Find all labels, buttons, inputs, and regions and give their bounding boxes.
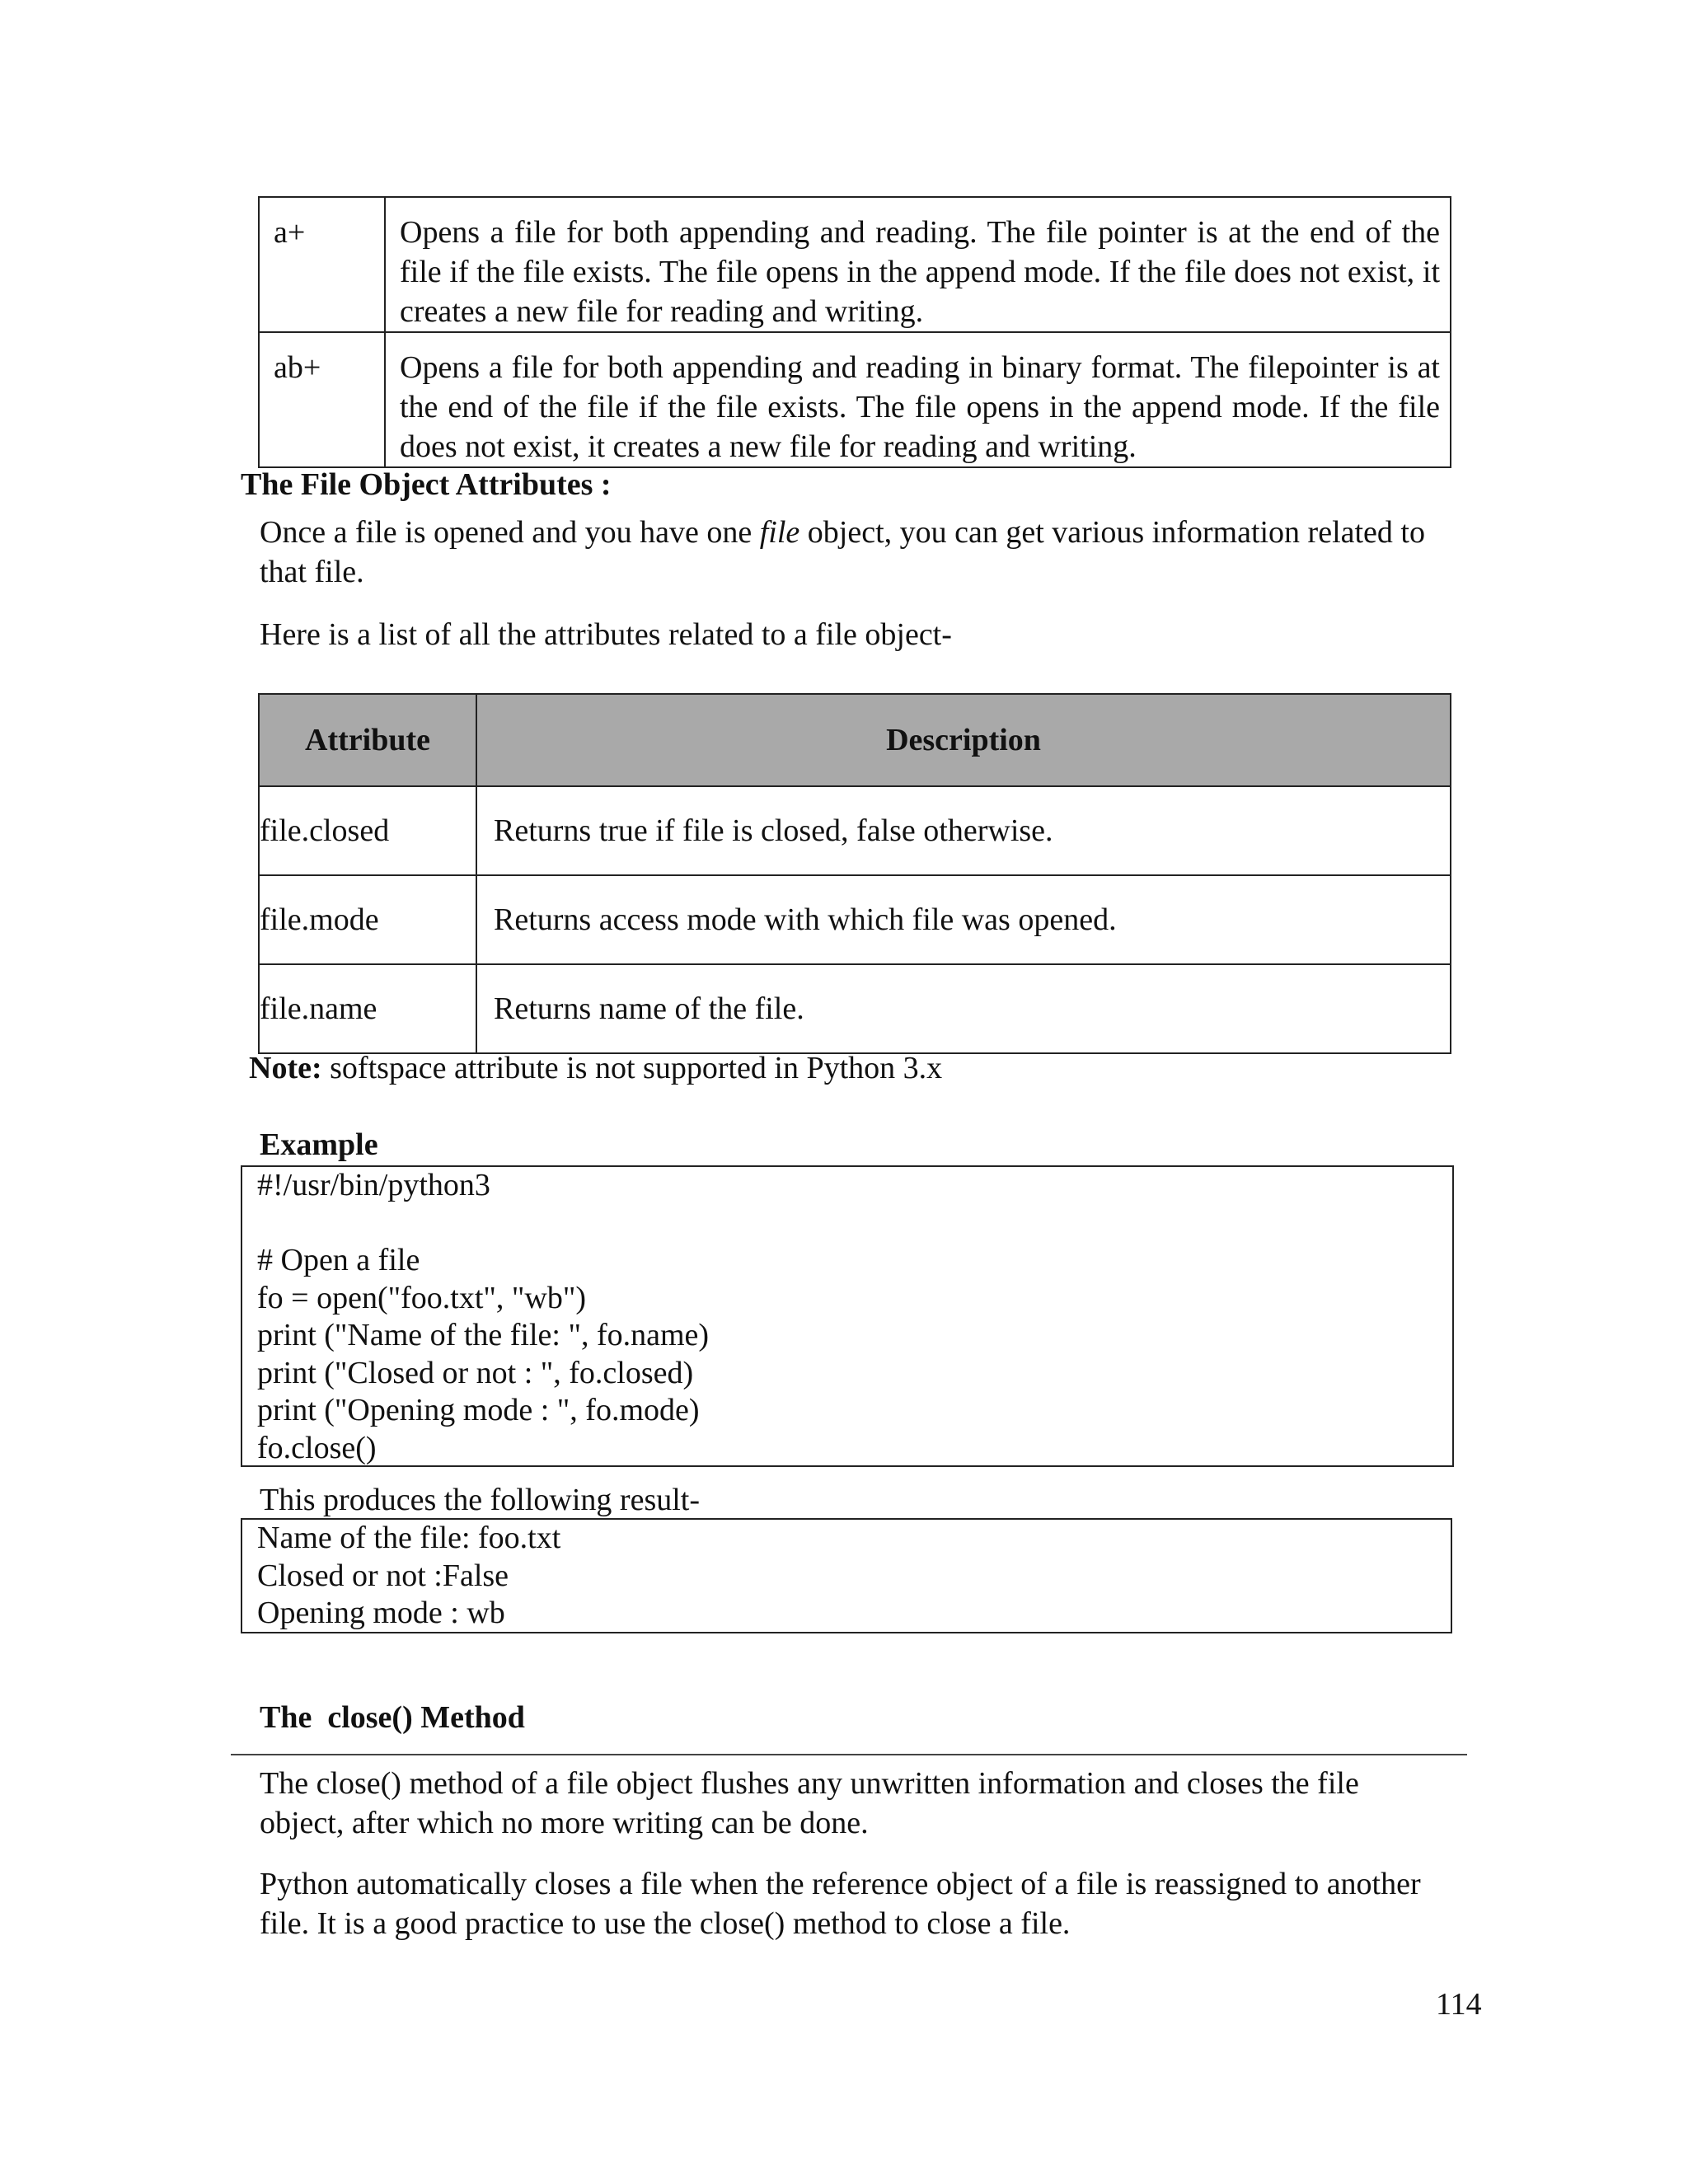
file-mode-table <box>258 196 1451 468</box>
intro-text-after: object, you can get various information related to that file. <box>260 515 1425 589</box>
description-cell: Returns true if file is closed, false otherwise. <box>476 786 1451 875</box>
section-divider <box>231 1754 1467 1755</box>
mode-cell: ab+ <box>259 332 385 467</box>
result-line: Name of the file: foo.txt <box>257 1521 561 1555</box>
result-line: Opening mode : wb <box>257 1596 505 1630</box>
close-paragraph-2: Python automatically closes a file when the reference object of a file is reassigned to another file. It is a good practice to use the close() method to close a file. <box>260 1867 1421 1941</box>
code-line <box>257 1205 1452 1243</box>
header-description: Description <box>476 694 1451 786</box>
intro-paragraph <box>260 513 1430 592</box>
result-line: Closed or not :False <box>257 1558 509 1593</box>
table-row <box>259 786 1451 875</box>
attribute-cell: file.mode <box>259 875 476 964</box>
attribute-table <box>258 693 1451 1054</box>
note-text: softspace attribute is not supported in Python 3.x <box>321 1051 943 1085</box>
result-intro-paragraph: This produces the following result- <box>260 1483 701 1517</box>
attribute-cell: file.closed <box>259 786 476 875</box>
header-attribute: Attribute <box>259 694 476 786</box>
code-line: fo = open("foo.txt", "wb") <box>257 1280 587 1315</box>
note-paragraph <box>249 1048 942 1088</box>
code-line: print ("Name of the file: ", fo.name) <box>257 1318 710 1352</box>
intro-text-before: Once a file is opened and you have one <box>260 515 760 550</box>
close-method-heading: The close() Method <box>260 1700 525 1735</box>
description-cell: Returns access mode with which file was opened. <box>476 875 1451 964</box>
list-intro-paragraph: Here is a list of all the attributes related to a file object- <box>260 617 952 652</box>
close-paragraph-1: The close() method of a file object flushes any unwritten information and closes the file object, after which no more writing can be done. <box>260 1766 1359 1840</box>
table-header-row <box>259 694 1451 786</box>
code-block <box>241 1165 1454 1467</box>
table-row <box>259 964 1451 1053</box>
page-number: 114 <box>1436 1987 1482 2022</box>
mode-description-cell: Opens a file for both appending and reading. The file pointer is at the end of the file if the file exists. The file opens in the append mode. If the file does not exist, it creates a new file for reading and writing. <box>385 197 1451 332</box>
table-row <box>259 875 1451 964</box>
code-line: # Open a file <box>257 1243 420 1277</box>
code-line: print ("Closed or not : ", fo.closed) <box>257 1355 694 1390</box>
attribute-cell: file.name <box>259 964 476 1053</box>
note-label: Note: <box>249 1051 322 1085</box>
code-line: print ("Opening mode : ", fo.mode) <box>257 1393 700 1427</box>
code-line: #!/usr/bin/python3 <box>257 1168 490 1202</box>
mode-cell: a+ <box>259 197 385 332</box>
example-heading: Example <box>260 1127 378 1162</box>
mode-description-cell: Opens a file for both appending and reading in binary format. The filepointer is at the end of the file if the file exists. The file opens in the append mode. If the file does not exist, it creates a new file for reading and writing. <box>385 332 1451 467</box>
section-heading-file-object: The File Object Attributes : <box>241 467 612 502</box>
intro-text-italic: file <box>759 515 800 550</box>
table-row <box>259 197 1451 332</box>
table-row <box>259 332 1451 467</box>
code-line: fo.close() <box>257 1430 377 1465</box>
result-block <box>241 1518 1452 1633</box>
description-cell: Returns name of the file. <box>476 964 1451 1053</box>
